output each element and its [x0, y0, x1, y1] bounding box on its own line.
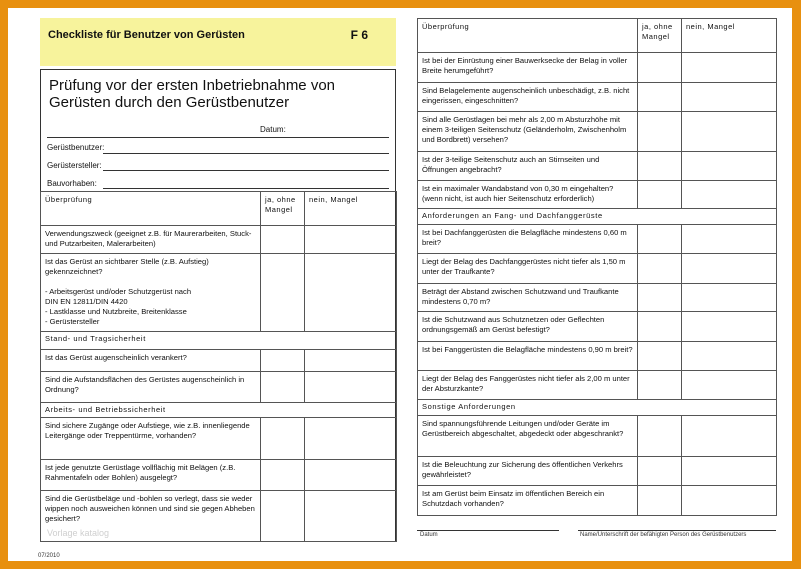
section-heading: Sonstige Anforderungen — [418, 400, 777, 416]
ja-checkbox-cell[interactable] — [638, 486, 682, 516]
table-row — [41, 460, 397, 491]
nein-checkbox-cell[interactable] — [682, 284, 777, 312]
question-text: Ist bei Dachfanggerüsten die Belagfläche mindestens 0,60 m breit? — [418, 225, 638, 254]
col-header-ja: ja, ohne Mangel — [261, 192, 305, 226]
field-line-geruestbenutzer[interactable] — [103, 153, 389, 154]
table-row — [41, 372, 397, 403]
question-text: Ist die Schutzwand aus Schutznetzen oder Geflechten ordnungsgemäß am Gerüst befestigt? — [418, 312, 638, 342]
field-line-bauvorhaben[interactable] — [103, 188, 389, 189]
datum-line — [47, 137, 389, 138]
nein-checkbox-cell[interactable] — [682, 371, 777, 400]
ja-checkbox-cell[interactable] — [261, 254, 305, 332]
form-heading: Prüfung vor der ersten Inbetriebnahme von Gerüsten durch den Gerüstbenutzer — [49, 77, 336, 111]
question-text: Ist das Gerüst an sichtbarer Stelle (z.B. Aufstieg) gekennzeichnet? - Arbeitsgerüst und/oder Schutzgerüst nach DIN EN 12811/DIN 4420 - Lastklasse und Nutzbreite, Breitenklasse - Gerüstersteller — [41, 254, 261, 332]
ja-checkbox-cell[interactable] — [638, 225, 682, 254]
nein-checkbox-cell[interactable] — [682, 225, 777, 254]
checklist-title: Checkliste für Benutzer von Gerüsten — [48, 29, 245, 41]
nein-checkbox-cell[interactable] — [305, 460, 397, 491]
table-header-row — [418, 19, 777, 53]
field-line-geruestersteller[interactable] — [103, 170, 389, 171]
section-heading: Stand- und Tragsicherheit — [41, 332, 397, 350]
ja-checkbox-cell[interactable] — [261, 491, 305, 542]
nein-checkbox-cell[interactable] — [682, 416, 777, 457]
nein-checkbox-cell[interactable] — [305, 226, 397, 254]
question-text: Beträgt der Abstand zwischen Schutzwand und Traufkante mindestens 0,70 m? — [418, 284, 638, 312]
question-text: Ist ein maximaler Wandabstand von 0,30 m eingehalten? (wenn nicht, ist auch hier Seitenschutz erforderlich) — [418, 181, 638, 209]
question-text: Ist jede genutzte Gerüstlage vollflächig mit Belägen (z.B. Rahmentafeln oder Bohlen) ausgelegt? — [41, 460, 261, 491]
table-row — [418, 181, 777, 209]
nein-checkbox-cell[interactable] — [682, 83, 777, 112]
question-text: Sind die Aufstandsflächen des Gerüstes augenscheinlich in Ordnung? — [41, 372, 261, 403]
table-row — [418, 284, 777, 312]
nein-checkbox-cell[interactable] — [305, 418, 397, 460]
left-checklist-table — [40, 191, 397, 542]
sign-datum-line[interactable] — [417, 530, 559, 531]
question-text: Sind alle Gerüstlagen bei mehr als 2,00 m Absturzhöhe mit einem 3-teiligen Seitenschutz (Geländerholm, Zwischenholm und Bordbrett) versehen? — [418, 112, 638, 152]
col-header-nein: nein, Mangel — [682, 19, 777, 53]
field-label-geruestbenutzer: Gerüstbenutzer: — [47, 143, 105, 152]
ja-checkbox-cell[interactable] — [638, 254, 682, 284]
question-text: Sind sichere Zugänge oder Aufstiege, wie z.B. innenliegende Leitergänge oder Treppentürme, vorhanden? — [41, 418, 261, 460]
ja-checkbox-cell[interactable] — [638, 312, 682, 342]
table-header-row — [41, 192, 397, 226]
nein-checkbox-cell[interactable] — [682, 53, 777, 83]
section-row — [41, 403, 397, 418]
table-row — [41, 226, 397, 254]
sign-name-line[interactable] — [578, 530, 776, 531]
section-heading: Anforderungen an Fang- und Dachfanggerüste — [418, 209, 777, 225]
ja-checkbox-cell[interactable] — [261, 372, 305, 403]
question-text: Ist am Gerüst beim Einsatz im öffentlichen Bereich ein Schutzdach vorhanden? — [418, 486, 638, 516]
section-row — [418, 209, 777, 225]
col-header-nein: nein, Mangel — [305, 192, 397, 226]
sign-name-label: Name/Unterschrift der befähigten Person des Gerüstbenutzers — [580, 532, 747, 538]
table-row — [418, 152, 777, 181]
ja-checkbox-cell[interactable] — [638, 53, 682, 83]
ja-checkbox-cell[interactable] — [638, 342, 682, 371]
nein-checkbox-cell[interactable] — [682, 112, 777, 152]
ja-checkbox-cell[interactable] — [638, 457, 682, 486]
section-heading: Arbeits- und Betriebssicherheit — [41, 403, 397, 418]
ja-checkbox-cell[interactable] — [261, 460, 305, 491]
question-text: Ist bei der Einrüstung einer Bauwerksecke der Belag in voller Breite herumgeführt? — [418, 53, 638, 83]
table-row — [418, 486, 777, 516]
watermark-text: Vorlage katalog — [47, 528, 110, 538]
question-text: Liegt der Belag des Dachfanggerüstes nicht tiefer als 1,50 m unter der Traufkante? — [418, 254, 638, 284]
table-row — [418, 254, 777, 284]
table-row — [41, 491, 397, 542]
datum-label: Datum: — [260, 125, 286, 134]
question-text: Ist bei Fanggerüsten die Belagfläche mindestens 0,90 m breit? — [418, 342, 638, 371]
ja-checkbox-cell[interactable] — [638, 416, 682, 457]
header-banner — [40, 18, 396, 66]
question-text: Sind Belagelemente augenscheinlich unbeschädigt, z.B. nicht eingerissen, eingeschnitten? — [418, 83, 638, 112]
table-row — [418, 457, 777, 486]
question-text: Ist der 3-teilige Seitenschutz auch an Stirnseiten und Öffnungen angebracht? — [418, 152, 638, 181]
col-header-ueberpruefung: Überprüfung — [418, 19, 638, 53]
table-row — [418, 53, 777, 83]
nein-checkbox-cell[interactable] — [305, 350, 397, 372]
nein-checkbox-cell[interactable] — [682, 342, 777, 371]
nein-checkbox-cell[interactable] — [305, 491, 397, 542]
ja-checkbox-cell[interactable] — [638, 284, 682, 312]
table-row — [418, 225, 777, 254]
table-row — [41, 254, 397, 332]
checklist-sheet — [8, 8, 792, 561]
nein-checkbox-cell[interactable] — [682, 152, 777, 181]
sign-datum-label: Datum — [420, 532, 438, 538]
question-text: Ist die Beleuchtung zur Sicherung des öffentlichen Verkehrs gewährleistet? — [418, 457, 638, 486]
ja-checkbox-cell[interactable] — [638, 112, 682, 152]
nein-checkbox-cell[interactable] — [682, 457, 777, 486]
ja-checkbox-cell[interactable] — [638, 371, 682, 400]
question-text: Ist das Gerüst augenscheinlich verankert? — [41, 350, 261, 372]
table-row — [41, 418, 397, 460]
footnote: 07/2010 — [38, 553, 60, 559]
ja-checkbox-cell[interactable] — [638, 181, 682, 209]
table-row — [418, 312, 777, 342]
table-row — [418, 83, 777, 112]
col-header-ueberpruefung: Überprüfung — [41, 192, 261, 226]
nein-checkbox-cell[interactable] — [682, 312, 777, 342]
ja-checkbox-cell[interactable] — [261, 226, 305, 254]
section-row — [418, 400, 777, 416]
question-text: Verwendungszweck (geeignet z.B. für Maurerarbeiten, Stuck- und Putzarbeiten, Malerarbeiten) — [41, 226, 261, 254]
question-text: Sind die Gerüstbeläge und -bohlen so verlegt, dass sie weder wippen noch ausweichen können und sind sie gegen Abheben gesichert? — [41, 491, 261, 542]
field-label-geruestersteller: Gerüstersteller: — [47, 161, 102, 170]
ja-checkbox-cell[interactable] — [638, 152, 682, 181]
col-header-ja: ja, ohne Mangel — [638, 19, 682, 53]
table-row — [418, 342, 777, 371]
nein-checkbox-cell[interactable] — [682, 486, 777, 516]
question-text: Sind spannungsführende Leitungen und/oder Geräte im Gerüstbereich abgeschaltet, abgedeckt oder abgeschrankt? — [418, 416, 638, 457]
table-row — [41, 350, 397, 372]
ja-checkbox-cell[interactable] — [261, 418, 305, 460]
nein-checkbox-cell[interactable] — [305, 372, 397, 403]
section-row — [41, 332, 397, 350]
table-row — [418, 371, 777, 400]
nein-checkbox-cell[interactable] — [682, 254, 777, 284]
ja-checkbox-cell[interactable] — [638, 83, 682, 112]
nein-checkbox-cell[interactable] — [682, 181, 777, 209]
right-checklist-table — [417, 18, 777, 516]
table-row — [418, 112, 777, 152]
ja-checkbox-cell[interactable] — [261, 350, 305, 372]
table-row — [418, 416, 777, 457]
form-code: F 6 — [350, 28, 368, 42]
nein-checkbox-cell[interactable] — [305, 254, 397, 332]
question-text: Liegt der Belag des Fanggerüstes nicht tiefer als 2,00 m unter der Absturzkante? — [418, 371, 638, 400]
field-label-bauvorhaben: Bauvorhaben: — [47, 179, 97, 188]
